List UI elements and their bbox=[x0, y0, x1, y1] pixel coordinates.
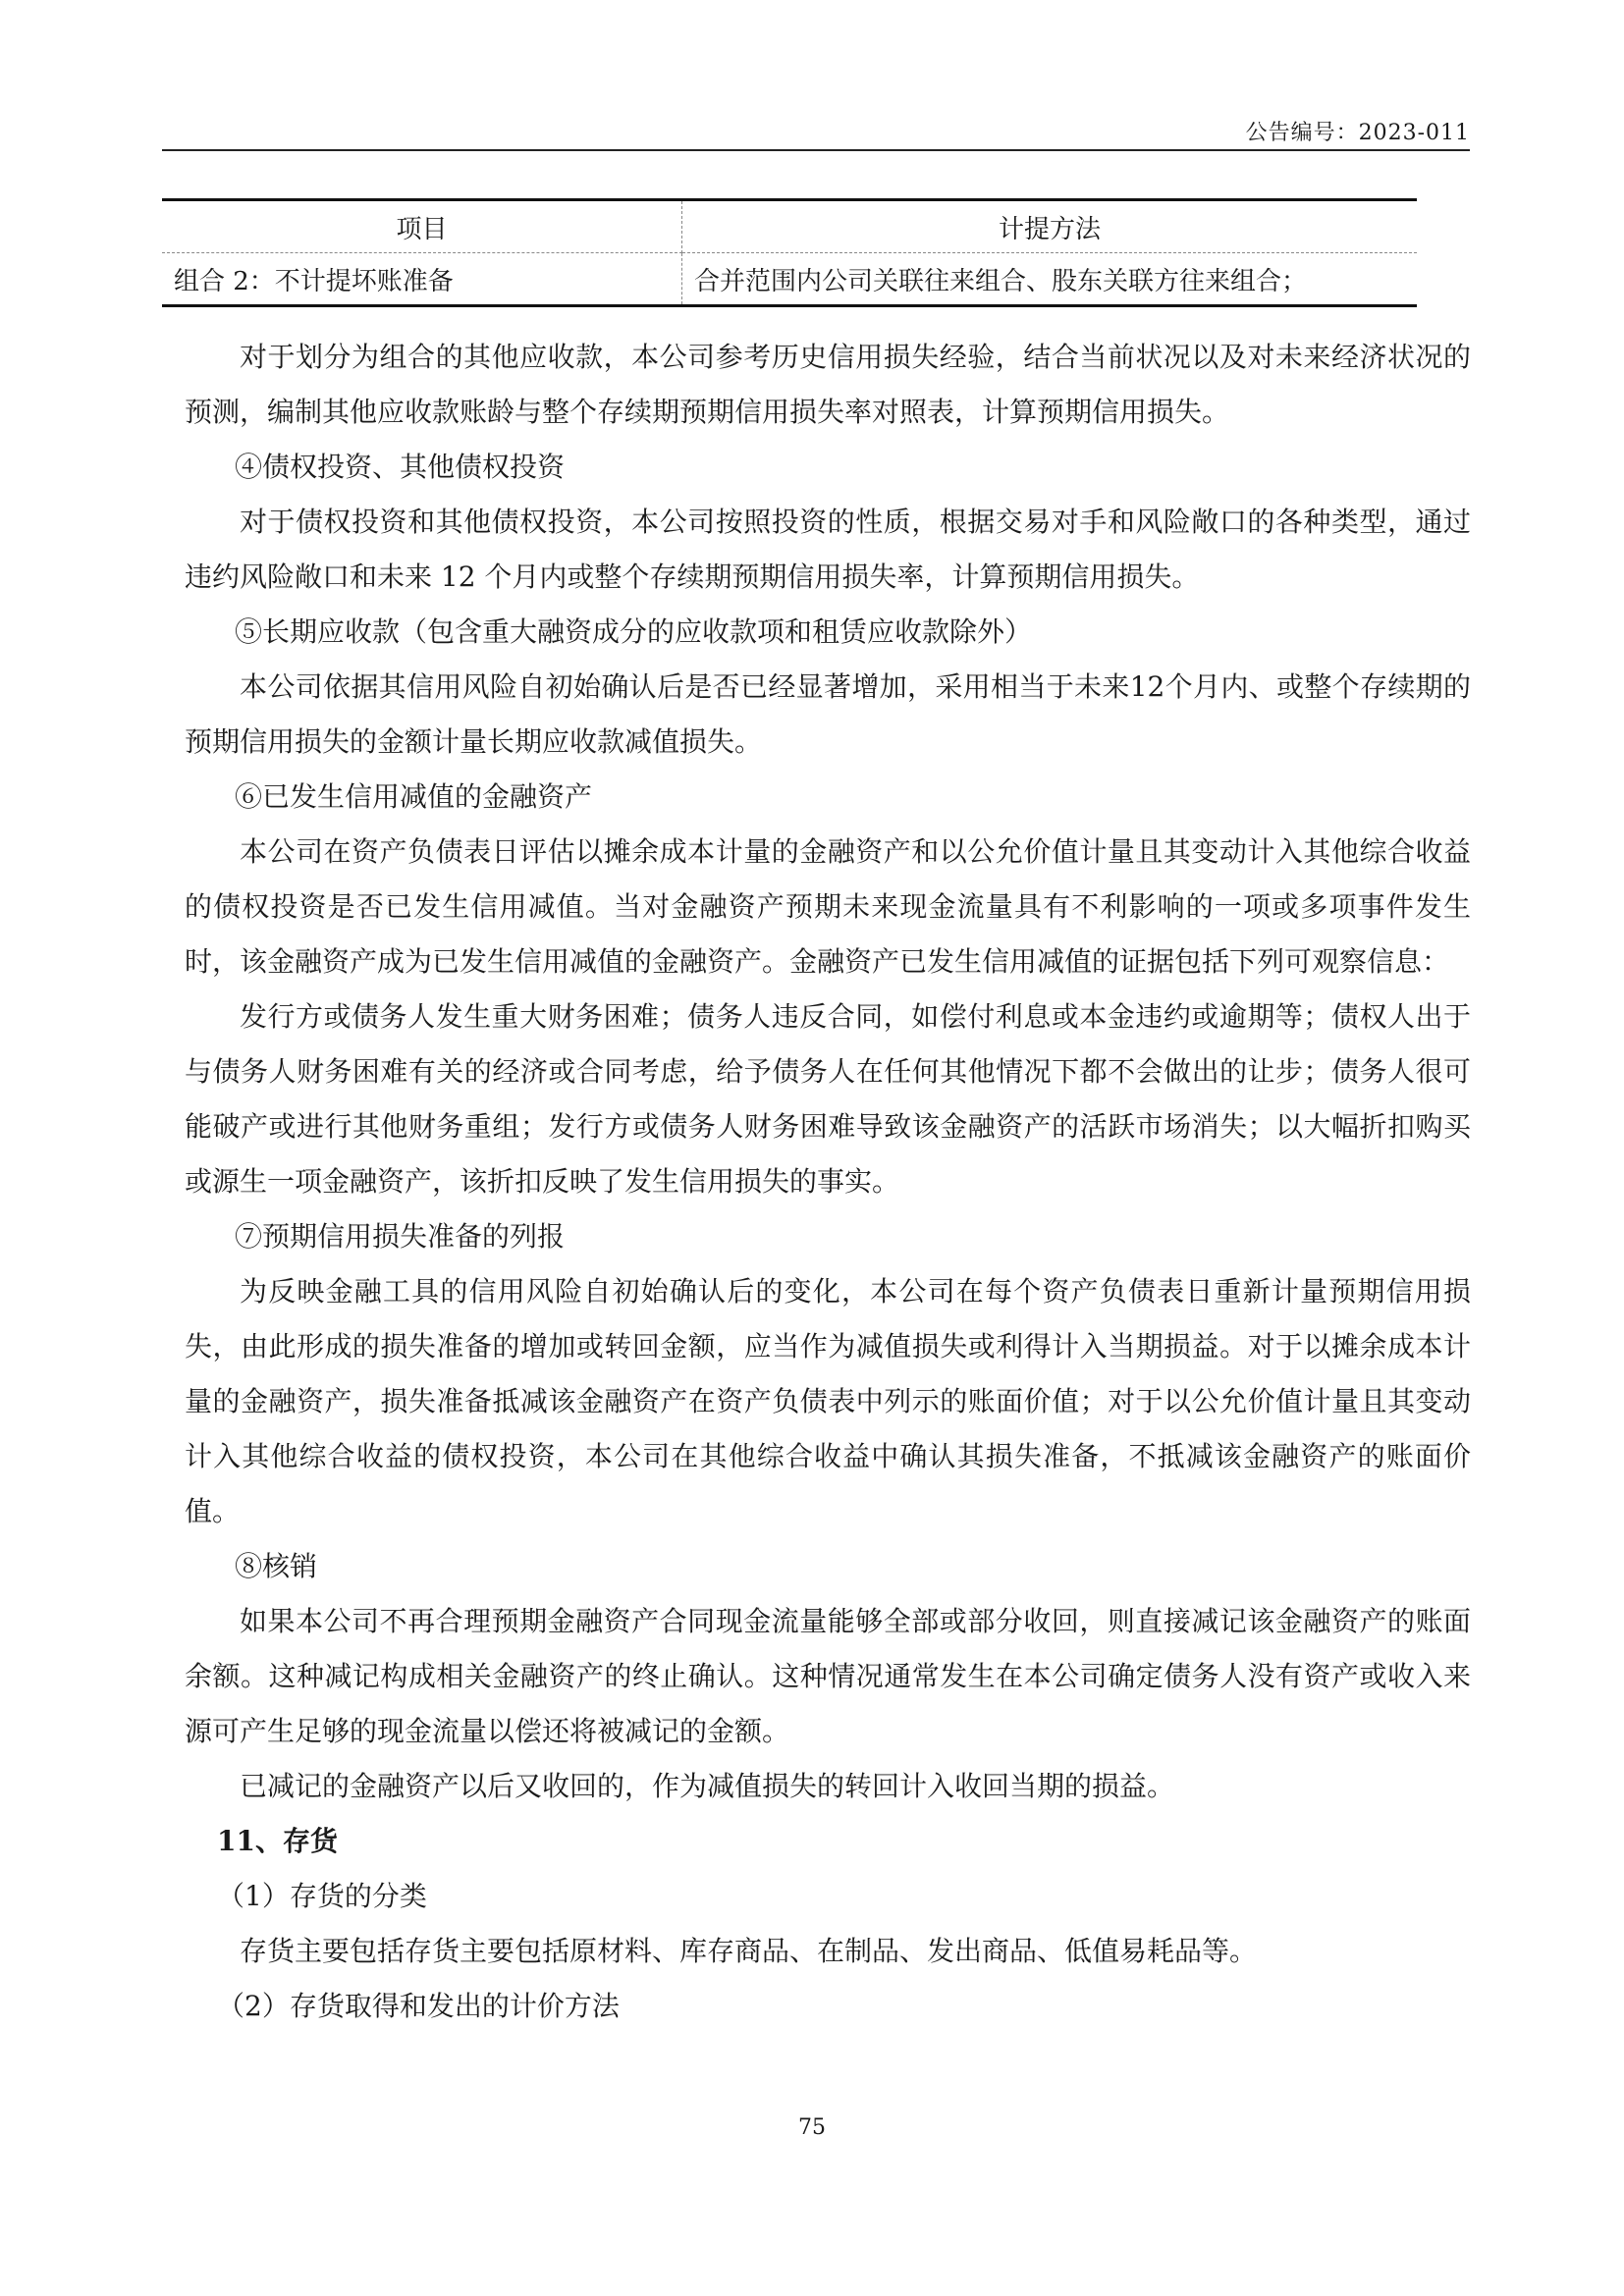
table-header-item: 项目 bbox=[162, 200, 682, 253]
subheading: （2）存货取得和发出的计价方法 bbox=[217, 1990, 620, 2022]
paragraph: 对于划分为组合的其他应收款，本公司参考历史信用损失经验，结合当前状况以及对未来经济状况的预测，编制其他应收款账龄与整个存续期预期信用损失率对照表，计算预期信用损失。 bbox=[185, 341, 1471, 428]
table-cell-item: 组合 2：不计提坏账准备 bbox=[162, 253, 682, 306]
table-cell-method: 合并范围内公司关联往来组合、股东关联方往来组合； bbox=[682, 253, 1418, 306]
subheading: ⑥已发生信用减值的金融资产 bbox=[235, 780, 593, 813]
provision-method-table bbox=[162, 198, 1417, 307]
paragraph: 本公司在资产负债表日评估以摊余成本计量的金融资产和以公允价值计量且其变动计入其他综合收益的债权投资是否已发生信用减值。当对金融资产预期未来现金流量具有不利影响的一项或多项事件发生时，该金融资产成为已发生信用减值的金融资产。金融资产已发生信用减值的证据包括下列可观察信息： bbox=[185, 835, 1471, 978]
subheading: ⑧核销 bbox=[235, 1550, 318, 1582]
section-heading: 11、存货 bbox=[217, 1825, 338, 1857]
subheading: ⑤长期应收款（包含重大融资成分的应收款项和租赁应收款除外） bbox=[235, 615, 1033, 648]
table-row bbox=[162, 253, 1417, 306]
header-divider bbox=[162, 149, 1470, 151]
paragraph: 发行方或债务人发生重大财务困难；债务人违反合同，如偿付利息或本金违约或逾期等；债权人出于与债务人财务困难有关的经济或合同考虑，给予债务人在任何其他情况下都不会做出的让步；债务人很可能破产或进行其他财务重组；发行方或债务人财务困难导致该金融资产的活跃市场消失；以大幅折扣购买或源生一项金融资产，该折扣反映了发生信用损失的事实。 bbox=[185, 1000, 1471, 1198]
paragraph: 存货主要包括存货主要包括原材料、库存商品、在制品、发出商品、低值易耗品等。 bbox=[240, 1935, 1258, 1967]
announcement-code: 公告编号：2023-011 bbox=[1245, 121, 1470, 145]
document-body bbox=[185, 330, 1471, 2034]
subheading: ⑦预期信用损失准备的列报 bbox=[235, 1220, 566, 1253]
paragraph: 为反映金融工具的信用风险自初始确认后的变化，本公司在每个资产负债表日重新计量预期信用损失，由此形成的损失准备的增加或转回金额，应当作为减值损失或利得计入当期损益。对于以摊余成本计量的金融资产，损失准备抵减该金融资产在资产负债表中列示的账面价值；对于以公允价值计量且其变动计入其他综合收益的债权投资，本公司在其他综合收益中确认其损失准备，不抵减该金融资产的账面价值。 bbox=[185, 1275, 1471, 1527]
paragraph: 对于债权投资和其他债权投资，本公司按照投资的性质，根据交易对手和风险敞口的各种类型，通过违约风险敞口和未来 12 个月内或整个存续期预期信用损失率，计算预期信用损失。 bbox=[185, 506, 1471, 593]
table-header-row bbox=[162, 200, 1417, 253]
paragraph: 已减记的金融资产以后又收回的，作为减值损失的转回计入收回当期的损益。 bbox=[240, 1770, 1175, 1802]
paragraph: 如果本公司不再合理预期金融资产合同现金流量能够全部或部分收回，则直接减记该金融资产的账面余额。这种减记构成相关金融资产的终止确认。这种情况通常发生在本公司确定债务人没有资产或收入来源可产生足够的现金流量以偿还将被减记的金额。 bbox=[185, 1605, 1471, 1747]
subheading: ④债权投资、其他债权投资 bbox=[235, 451, 566, 483]
paragraph: 本公司依据其信用风险自初始确认后是否已经显著增加，采用相当于未来12个月内、或整个存续期的预期信用损失的金额计量长期应收款减值损失。 bbox=[185, 670, 1471, 758]
page-number: 75 bbox=[798, 2115, 826, 2140]
table-header-method: 计提方法 bbox=[682, 200, 1418, 253]
subheading: （1）存货的分类 bbox=[217, 1880, 427, 1912]
